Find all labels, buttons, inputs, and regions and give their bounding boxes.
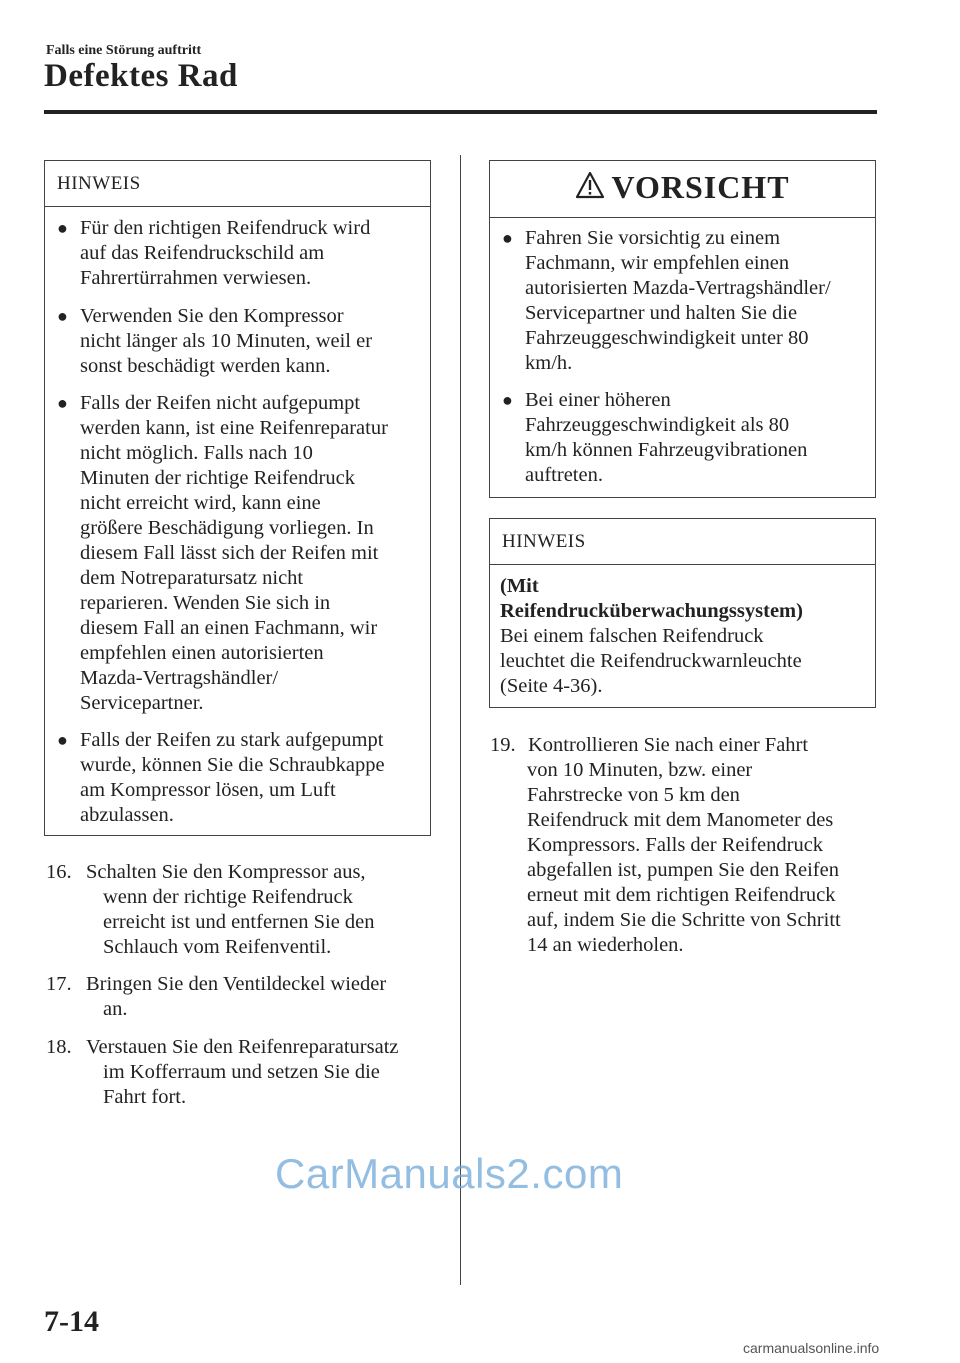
bullet-line: km/h können Fahrzeugvibrationen	[525, 439, 808, 461]
bullet-line: Bei einer höheren	[525, 389, 671, 411]
page-number: 7-14	[44, 1305, 99, 1338]
step-number: 18.	[46, 1036, 72, 1058]
step-line: Kompressors. Falls der Reifendruck	[527, 834, 824, 856]
warning-triangle-icon	[575, 171, 605, 199]
bullet-line: wurde, können Sie die Schraubkappe	[80, 754, 385, 776]
bullet-line: Falls der Reifen zu stark aufgepumpt	[80, 729, 384, 751]
bullet-line: werden kann, ist eine Reifenreparatur	[80, 417, 388, 439]
bullet-icon: ●	[57, 393, 68, 413]
step-number: 16.	[46, 861, 72, 883]
bullet-line: Für den richtigen Reifendruck wird	[80, 217, 371, 239]
hinweis-box-2-body	[500, 574, 870, 699]
bullet-line: auftreten.	[525, 464, 603, 486]
bullet-line: Fachmann, wir empfehlen einen	[525, 252, 790, 274]
step-number: 17.	[46, 973, 72, 995]
step-line: Reifendruck mit dem Manometer des	[527, 809, 834, 831]
step-line: Verstauen Sie den Reifenreparatursatz	[86, 1036, 399, 1058]
watermark: CarManuals2.com	[275, 1150, 624, 1197]
step-line: Schlauch vom Reifenventil.	[103, 936, 332, 958]
bullet-line: sonst beschädigt werden kann.	[80, 355, 331, 377]
hinweis-box-1	[44, 160, 431, 836]
bullet-icon: ●	[57, 218, 68, 238]
bullet-line: auf das Reifendruckschild am	[80, 242, 325, 264]
header-rule	[44, 110, 877, 114]
step-line: von 10 Minuten, bzw. einer	[527, 759, 753, 781]
vorsicht-box-header	[490, 161, 875, 218]
bullet-line: Servicepartner.	[80, 692, 204, 714]
section-label: Falls eine Störung auftritt	[46, 43, 202, 58]
bullet-icon: ●	[502, 228, 513, 248]
column-divider	[460, 155, 461, 1285]
footer-watermark: carmanualsonline.info	[743, 1340, 880, 1356]
hinweis-box-2	[489, 518, 876, 708]
bullet-line: nicht länger als 10 Minuten, weil er	[80, 330, 373, 352]
step-line: an.	[103, 998, 128, 1020]
bullet-line: km/h.	[525, 352, 573, 374]
hinweis-body-line: Bei einem falschen Reifendruck	[500, 625, 764, 647]
hinweis-heading: HINWEIS	[502, 531, 586, 552]
vorsicht-box	[489, 160, 876, 498]
hinweis-subtitle-line: (Mit	[500, 575, 539, 597]
bullet-line: nicht möglich. Falls nach 10	[80, 442, 313, 464]
bullet-line: Fahrzeuggeschwindigkeit als 80	[525, 414, 790, 436]
bullet-line: dem Notreparatursatz nicht	[80, 567, 304, 589]
bullet-line: empfehlen einen autorisierten	[80, 642, 324, 664]
bullet-line: reparieren. Wenden Sie sich in	[80, 592, 331, 614]
hinweis-subtitle-line: Reifendrucküberwachungssystem)	[500, 600, 803, 622]
bullet-line: Servicepartner und halten Sie die	[525, 302, 798, 324]
bullet-line: Mazda-Vertragshändler/	[80, 667, 279, 689]
step-line: erreicht ist und entfernen Sie den	[103, 911, 375, 933]
bullet-line: Fahrzeuggeschwindigkeit unter 80	[525, 327, 809, 349]
step-line: abgefallen ist, pumpen Sie den Reifen	[527, 859, 839, 881]
vorsicht-heading: VORSICHT	[611, 169, 790, 205]
page-title: Defektes Rad	[44, 58, 238, 94]
bullet-line: diesem Fall lässt sich der Reifen mit	[80, 542, 379, 564]
step-number: 19.	[490, 734, 516, 756]
step-line: Schalten Sie den Kompressor aus,	[86, 861, 366, 883]
bullet-line: Fahrertürrahmen verwiesen.	[80, 267, 312, 289]
bullet-line: am Kompressor lösen, um Luft	[80, 779, 336, 801]
step-line: Fahrt fort.	[103, 1086, 187, 1108]
bullet-line: abzulassen.	[80, 804, 174, 826]
step-line: Fahrstrecke von 5 km den	[527, 784, 740, 806]
bullet-line: größere Beschädigung vorliegen. In	[80, 517, 374, 539]
bullet-line: Fahren Sie vorsichtig zu einem	[525, 227, 781, 249]
step-line: 14 an wiederholen.	[527, 934, 684, 956]
hinweis-body-line: leuchtet die Reifendruckwarnleuchte	[500, 650, 802, 672]
bullet-line: autorisierten Mazda-Vertragshändler/	[525, 277, 831, 299]
step-line: auf, indem Sie die Schritte von Schritt	[527, 909, 841, 931]
hinweis-body-line: (Seite 4-36).	[500, 675, 603, 697]
bullet-line: Minuten der richtige Reifendruck	[80, 467, 355, 489]
bullet-line: Verwenden Sie den Kompressor	[80, 305, 344, 327]
hinweis-heading: HINWEIS	[57, 173, 141, 194]
bullet-icon: ●	[57, 730, 68, 750]
bullet-line: Falls der Reifen nicht aufgepumpt	[80, 392, 361, 414]
hinweis-box-1-header	[45, 161, 430, 207]
bullet-line: nicht erreicht wird, kann eine	[80, 492, 321, 514]
bullet-icon: ●	[502, 390, 513, 410]
step-line: Kontrollieren Sie nach einer Fahrt	[528, 734, 809, 756]
bullet-line: diesem Fall an einen Fachmann, wir	[80, 617, 378, 639]
step-line: im Kofferraum und setzen Sie die	[103, 1061, 380, 1083]
step-line: wenn der richtige Reifendruck	[103, 886, 353, 908]
step-line: Bringen Sie den Ventildeckel wieder	[86, 973, 387, 995]
hinweis-box-2-header	[490, 519, 875, 565]
step-line: erneut mit dem richtigen Reifendruck	[527, 884, 836, 906]
bullet-icon: ●	[57, 306, 68, 326]
